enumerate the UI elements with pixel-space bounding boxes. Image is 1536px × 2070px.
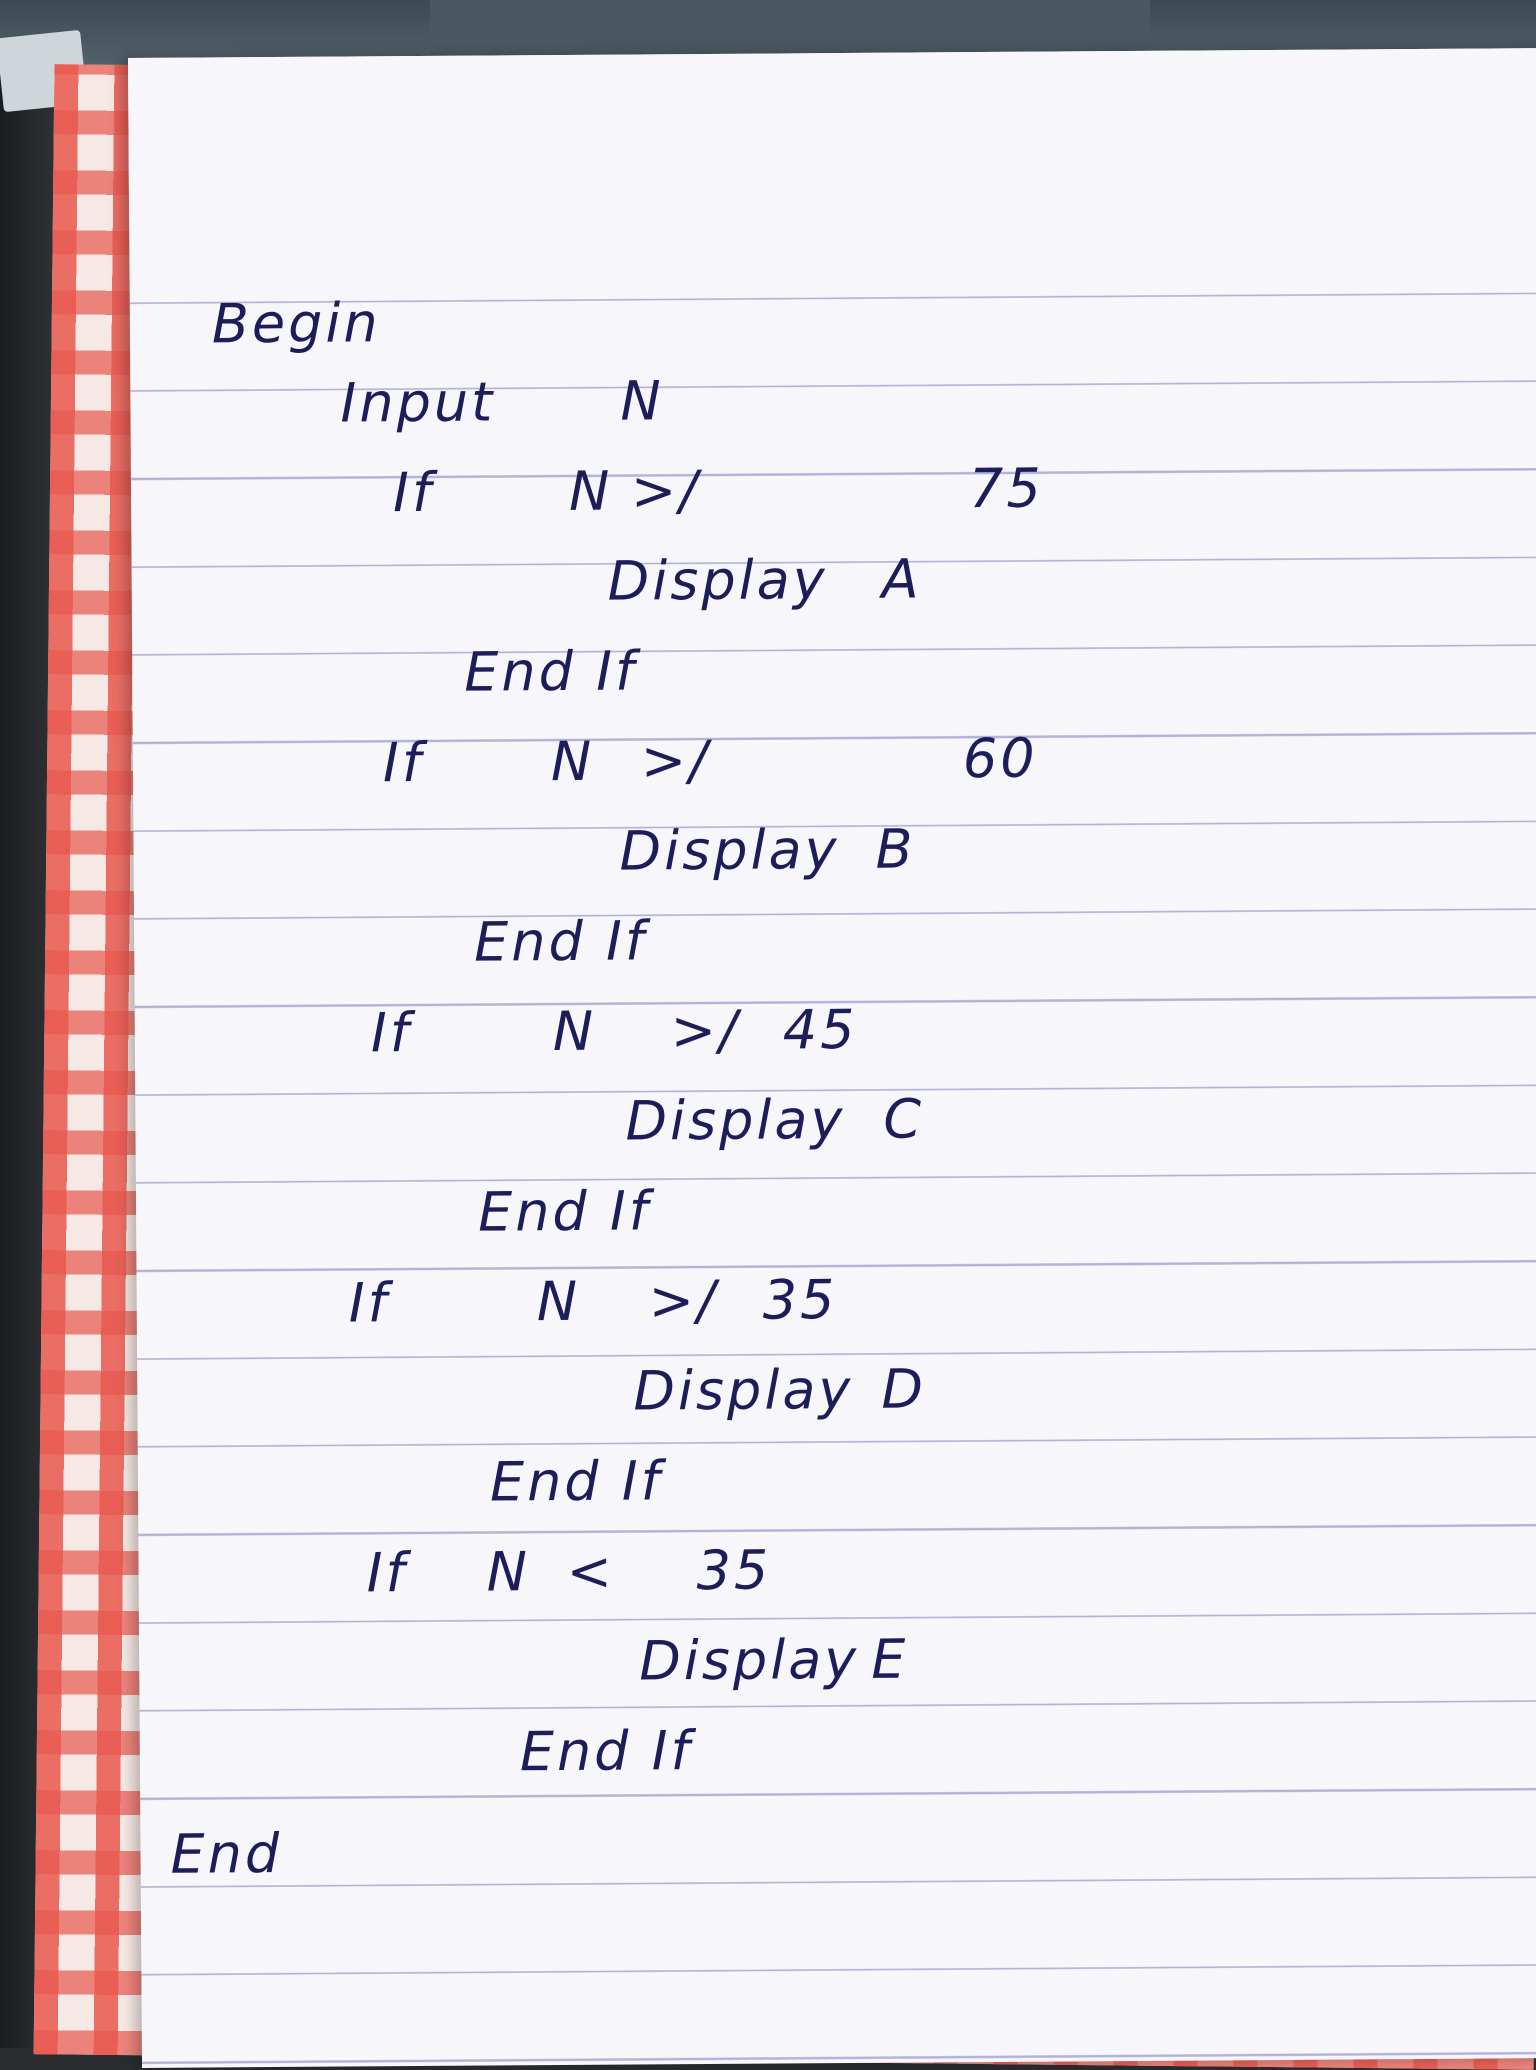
notebook-page	[128, 48, 1536, 2068]
display-grade: C	[883, 1087, 925, 1151]
begin-keyword: Begin	[211, 291, 381, 356]
if-keyword: If	[366, 1541, 408, 1605]
input-keyword: Input	[340, 370, 496, 435]
display-grade: D	[881, 1357, 927, 1421]
display-keyword: Display	[619, 818, 840, 883]
if-threshold: 45	[782, 997, 858, 1062]
line-end-if-1	[464, 639, 638, 704]
display-keyword: Display	[625, 1088, 846, 1153]
if-variable: N	[486, 1540, 531, 1604]
end-if-keyword: End If	[477, 1179, 652, 1244]
input-variable: N	[620, 369, 665, 433]
line-end-if-2	[473, 909, 648, 974]
line-end-if-4	[489, 1449, 663, 1514]
if-keyword: If	[348, 1271, 390, 1335]
if-operator: >/	[630, 459, 701, 523]
if-threshold: 60	[962, 726, 1038, 791]
if-variable: N	[568, 459, 613, 523]
display-keyword: Display	[633, 1357, 854, 1423]
end-if-keyword: End If	[464, 639, 638, 704]
end-if-keyword: End If	[473, 909, 648, 974]
display-keyword: Display	[638, 1627, 860, 1693]
if-operator: >/	[670, 998, 741, 1063]
end-keyword: End	[170, 1821, 283, 1886]
line-end-if-3	[477, 1179, 652, 1244]
if-variable: N	[550, 729, 595, 794]
display-grade: B	[875, 817, 916, 881]
page-header-margin	[128, 48, 1536, 218]
if-operator: >/	[640, 728, 711, 793]
line-begin	[211, 291, 381, 356]
end-if-keyword: End If	[489, 1449, 663, 1514]
display-grade: A	[881, 547, 922, 611]
if-keyword: If	[392, 460, 435, 525]
if-threshold: 75	[968, 456, 1044, 521]
display-grade: E	[870, 1627, 909, 1691]
if-threshold: 35	[696, 1538, 772, 1603]
if-variable: N	[536, 1269, 581, 1334]
if-operator: <	[566, 1539, 616, 1603]
if-threshold: 35	[762, 1268, 838, 1332]
end-if-keyword: End If	[519, 1719, 693, 1784]
line-end-if-5	[519, 1719, 693, 1784]
if-variable: N	[552, 999, 597, 1064]
if-operator: >/	[648, 1268, 719, 1333]
display-keyword: Display	[607, 548, 828, 613]
line-end	[170, 1821, 283, 1886]
if-keyword: If	[370, 1001, 412, 1065]
if-keyword: If	[382, 730, 425, 795]
